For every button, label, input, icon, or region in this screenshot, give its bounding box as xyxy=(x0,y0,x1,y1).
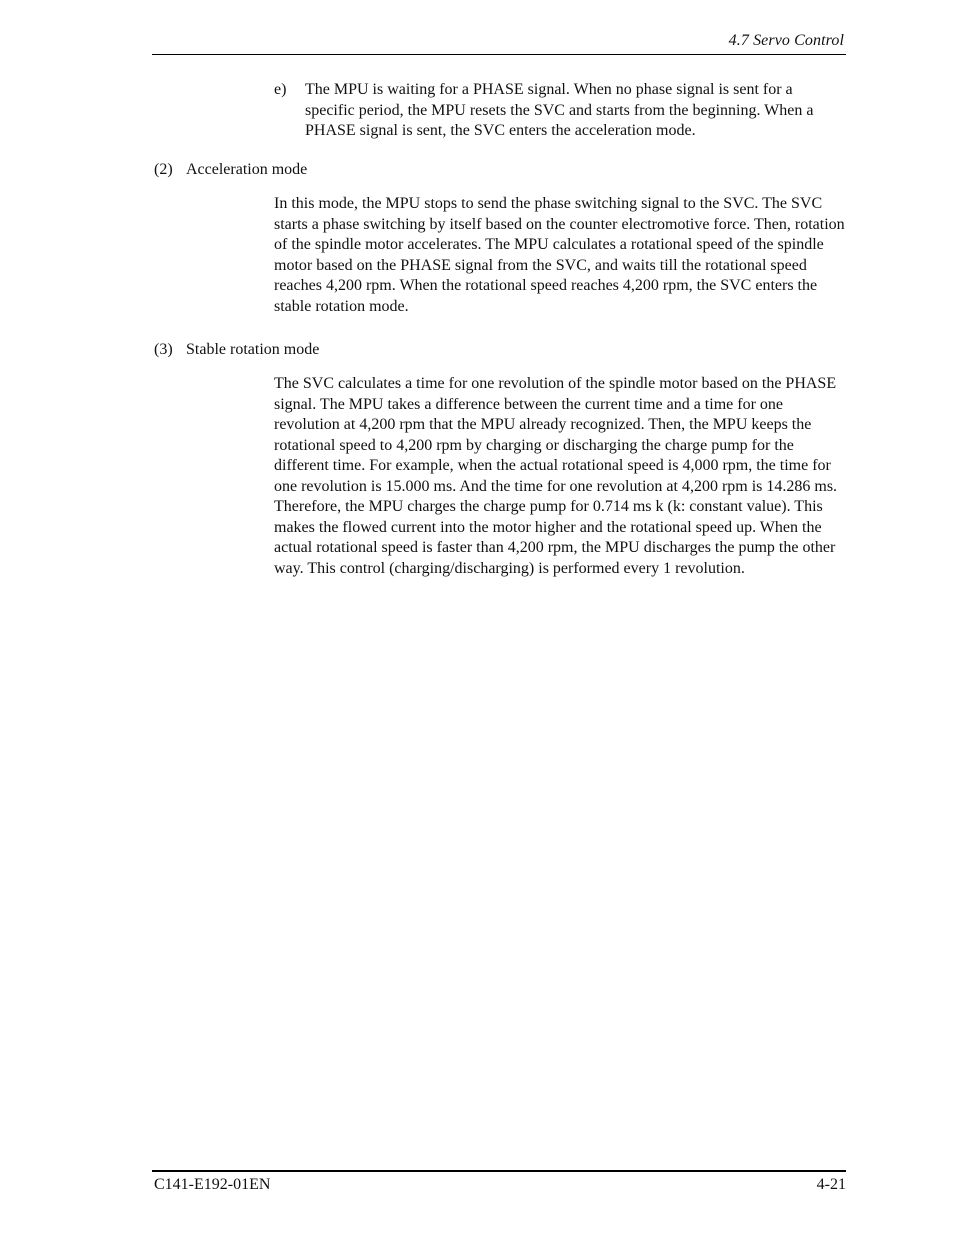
list-item-marker: e) xyxy=(274,81,287,98)
section-number: (3) xyxy=(154,341,173,358)
paragraph-acceleration-mode: In this mode, the MPU stops to send the phase switching signal to the SVC. The SVC starts a phase switching by itself based on the counter electromotive force. Then, rotation of the spindle motor accelerates. The MPU calculates a rotational speed of the spindle motor based on the PHASE signal from the SVC, and waits till the rotational speed reaches 4,200 rpm. When the rotational speed reaches 4,200 rpm, the SVC enters the stable rotation mode. xyxy=(274,195,845,315)
document-number: C141-E192-01EN xyxy=(154,1176,271,1193)
section-title: Acceleration mode xyxy=(186,161,308,178)
running-header-section-title: 4.7 Servo Control xyxy=(728,32,844,49)
section-number: (2) xyxy=(154,161,173,178)
header-rule xyxy=(152,54,846,55)
paragraph-stable-rotation-mode: The SVC calculates a time for one revolution of the spindle motor based on the PHASE signal. The MPU takes a difference between the current time and a time for one revolution at 4,200 rpm that the MPU already recognized. Then, the MPU keeps the rotational speed to 4,200 rpm by charging or discharging the charge pump for the different time. For example, when the actual rotational speed is 4,000 rpm, the time for one revolution is 15.000 ms. And the time for one revolution at 4,200 rpm is 14.286 ms. Therefore, the MPU charges the charge pump for 0.714 ms k (k: constant value). This makes the flowed current into the motor higher and the rotational speed up. When the actual rotational speed is faster than 4,200 rpm, the MPU discharges the pump the other way. This control (charging/discharging) is performed every 1 revolution. xyxy=(274,375,838,577)
list-item-text: The MPU is waiting for a PHASE signal. When no phase signal is sent for a specific period, the MPU resets the SVC and starts from the beginning. When a PHASE signal is sent, the SVC enters the acceleration mode. xyxy=(305,81,814,139)
section-title: Stable rotation mode xyxy=(186,341,320,358)
list-item-e xyxy=(274,80,846,142)
section-heading-stable-rotation-mode xyxy=(154,340,319,360)
footer-rule xyxy=(152,1170,846,1172)
page-number: 4-21 xyxy=(816,1176,846,1193)
section-heading-acceleration-mode xyxy=(154,160,307,180)
